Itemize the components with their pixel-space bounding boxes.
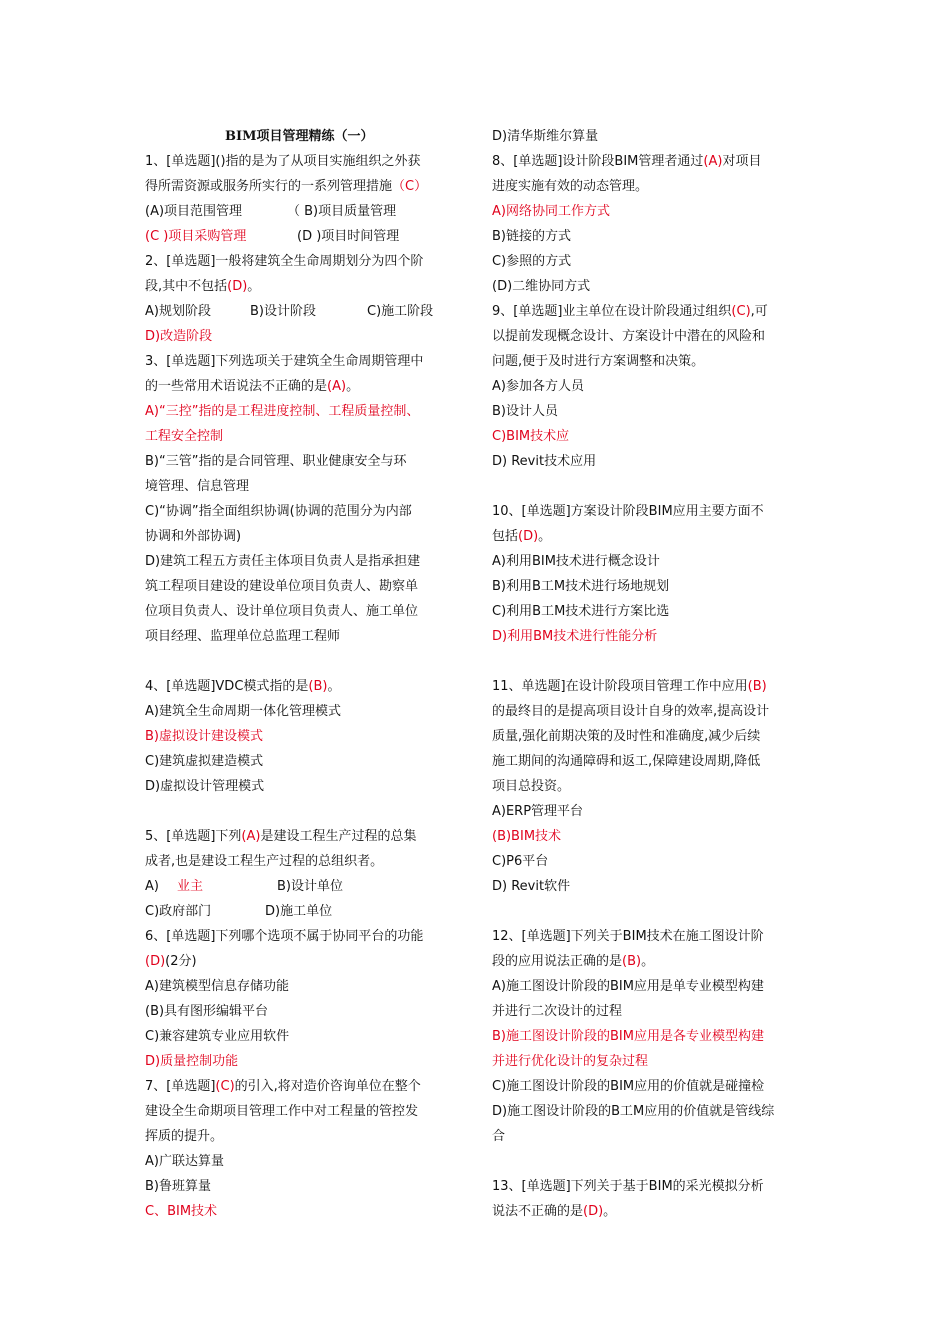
q3-option-d-line4: 项目经理、监理单位总监理工程师 [145,629,341,644]
q11-option-c: C)P6平台 [492,854,549,869]
q1-option-a: (A)项目范围管理 [145,204,243,219]
q6-stem-line1: 6、[单选题]下列哪个选项不属于协同平台的功能 [145,929,424,944]
q1-options-row1 [145,199,465,224]
q10-answer: (D) [518,529,539,544]
q12-stem-line1: 12、[单选题]下列关于BIM技术在施工图设计阶 [492,929,764,944]
left-column [145,124,465,1224]
q2-option-a: A)规划阶段 [145,304,211,319]
q3-option-d-line1: D)建筑工程五方责任主体项目负责人是指承担建 [145,554,421,569]
q5-options-row2 [145,899,465,924]
q7-option-c: C、BIM技术 [145,1204,218,1219]
q2-stem-line2: 段,其中不包括(D)。 [145,279,261,294]
q5-stem-line1: 5、[单选题]下列(A)是建设工程生产过程的总集 [145,829,417,844]
q9-stem-line3: 问题,便于及时进行方案调整和决策。 [492,354,705,369]
q10-stem-line1: 10、[单选题]方案设计阶段BIM应用主要方面不 [492,504,764,519]
q8-option-a: A)网络协同工作方式 [492,204,610,219]
q5-option-a-label: A) [145,879,159,894]
q5-stem-line2: 成者,也是建设工程生产过程的总组织者。 [145,854,384,869]
q4-option-d: D)虚拟设计管理模式 [145,779,265,794]
q5-options-row1 [145,874,465,899]
q7-stem-line1: 7、[单选题](C)的引入,将对造价咨询单位在整个 [145,1079,421,1094]
q9-option-d: D) Revit技术应用 [492,454,597,469]
q3-option-b-line1: B)“三管”指的是合同管理、职业健康安全与环 [145,454,407,469]
q8-stem-line2: 进度实施有效的动态管理。 [492,179,649,194]
q8-option-c: C)参照的方式 [492,254,572,269]
page-title: BIM项目管理精练（一） [225,129,374,144]
q5-option-a: 业主 [177,879,204,894]
q12-option-b-line2: 并进行优化设计的复杂过程 [492,1054,649,1069]
q11-option-a: A)ERP管理平台 [492,804,584,819]
q4-answer: (B) [308,679,328,694]
q9-stem-line2: 以提前发现概念设计、方案设计中潜在的风险和 [492,329,766,344]
q10-stem-line2: 包括(D)。 [492,529,552,544]
q6-option-b: (B)具有图形编辑平台 [145,1004,269,1019]
spacer [145,649,465,674]
q7-answer: (C) [215,1079,235,1094]
q3-option-a-line2: 工程安全控制 [145,429,224,444]
q3-option-c-line2: 协调和外部协调) [145,529,242,544]
q8-option-d: (D)二维协同方式 [492,279,591,294]
q9-stem-line1: 9、[单选题]业主单位在设计阶段通过组织(C),可 [492,304,768,319]
q12-answer: (B) [622,954,642,969]
q5-option-d: D)施工单位 [265,904,333,919]
q6-stem-line2: (D)(2分) [145,954,197,969]
q1-option-b: （ B)项目质量管理 [287,204,397,219]
right-column [492,124,812,1224]
q12-option-c: C)施工图设计阶段的BIM应用的价值就是碰撞检 [492,1079,765,1094]
spacer [492,1149,812,1174]
spacer [492,649,812,674]
q4-stem: 4、[单选题]VDC模式指的是(B)。 [145,679,341,694]
q12-option-d-line2: 合 [492,1129,506,1144]
q11-stem-line2: 的最终目的是提高项目设计自身的效率,提高设计 [492,704,770,719]
q3-option-a-line1: A)“三控”指的是工程进度控制、工程质量控制、 [145,404,420,419]
q9-option-b: B)设计人员 [492,404,558,419]
q9-answer: (C) [731,304,751,319]
q10-option-b: B)利用B工M技术进行场地规划 [492,579,670,594]
q4-option-a: A)建筑全生命周期一体化管理模式 [145,704,341,719]
q13-stem-line2: 说法不正确的是(D)。 [492,1204,617,1219]
q3-option-d-line3: 位项目负责人、设计单位项目负责人、施工单位 [145,604,419,619]
q12-stem-line2: 段的应用说法正确的是(B)。 [492,954,655,969]
q3-option-d-line2: 筑工程项目建设的建设单位项目负责人、勘察单 [145,579,419,594]
q1-answer: （C） [392,179,428,194]
q7-stem-line2: 建设全生命期项目管理工作中对工程量的管控发 [145,1104,419,1119]
q6-option-a: A)建筑模型信息存储功能 [145,979,289,994]
q6-option-c: C)兼容建筑专业应用软件 [145,1029,290,1044]
q8-stem-line1: 8、[单选题]设计阶段BIM管理者通过(A)对项目 [492,154,762,169]
q12-option-d-line1: D)施工图设计阶段的B工M应用的价值就是管线综 [492,1104,775,1119]
q11-option-d: D) Revit软件 [492,879,571,894]
q10-option-d: D)利用BM技术进行性能分析 [492,629,658,644]
q1-stem-line1: 1、[单选题]()指的是为了从项目实施组织之外获 [145,154,421,169]
q2-options-row [145,299,465,324]
spacer [145,799,465,824]
q2-answer: (D) [227,279,248,294]
q5-answer: (A) [241,829,261,844]
q1-option-c: (C )项目采购管理 [145,229,247,244]
q2-stem-line1: 2、[单选题]一般将建筑全生命周期划分为四个阶 [145,254,424,269]
q9-option-c: C)BIM技术应 [492,429,570,444]
q3-option-b-line2: 境管理、信息管理 [145,479,250,494]
spacer [492,474,812,499]
q3-stem-line2: 的一些常用术语说法不正确的是(A)。 [145,379,360,394]
q13-answer: (D) [583,1204,604,1219]
q2-option-c: C)施工阶段 [367,304,434,319]
q10-option-c: C)利用B工M技术进行方案比选 [492,604,670,619]
q4-option-c: C)建筑虚拟建造模式 [145,754,264,769]
q4-option-b: B)虚拟设计建设模式 [145,729,263,744]
q13-stem-line1: 13、[单选题]下列关于基于BIM的采光模拟分析 [492,1179,764,1194]
q3-stem-line1: 3、[单选题]下列选项关于建筑全生命周期管理中 [145,354,424,369]
q6-answer: (D) [145,954,166,969]
q2-option-b: B)设计阶段 [250,304,316,319]
q2-option-d: D)改造阶段 [145,329,213,344]
q11-stem-line5: 项目总投资。 [492,779,571,794]
q9-option-a: A)参加各方人员 [492,379,584,394]
q1-options-row2 [145,224,465,249]
q11-stem-line1: 11、单选题]在设计阶段项目管理工作中应用(B) [492,679,767,694]
q6-option-d: D)质量控制功能 [145,1054,239,1069]
q7-option-b: B)鲁班算量 [145,1179,211,1194]
q3-option-c-line1: C)“协调”指全面组织协调(协调的范围分为内部 [145,504,412,519]
q8-answer: (A) [703,154,723,169]
q11-option-b: (B)BIM技术 [492,829,562,844]
q5-option-b: B)设计单位 [277,879,343,894]
q12-option-a-line2: 并进行二次设计的过程 [492,1004,623,1019]
q5-option-c: C)政府部门 [145,904,212,919]
q1-option-d: (D )项目时间管理 [297,229,400,244]
q7-stem-line3: 挥质的提升。 [145,1129,224,1144]
q7-option-d: D)清华斯维尔算量 [492,129,599,144]
spacer [492,899,812,924]
q11-stem-line4: 施工期间的沟通障碍和返工,保障建设周期,降低 [492,754,761,769]
q10-option-a: A)利用BIM技术进行概念设计 [492,554,660,569]
q11-answer: (B) [747,679,767,694]
q12-option-b-line1: B)施工图设计阶段的BIM应用是各专业模型构建 [492,1029,764,1044]
q1-stem-line2: 得所需资源或服务所实行的一系列管理措施（C） [145,179,428,194]
q7-option-a: A)广联达算量 [145,1154,224,1169]
q8-option-b: B)链接的方式 [492,229,571,244]
q11-stem-line3: 质量,强化前期决策的及时性和准确度,减少后续 [492,729,761,744]
q3-answer: (A) [327,379,347,394]
q12-option-a-line1: A)施工图设计阶段的BIM应用是单专业模型构建 [492,979,764,994]
